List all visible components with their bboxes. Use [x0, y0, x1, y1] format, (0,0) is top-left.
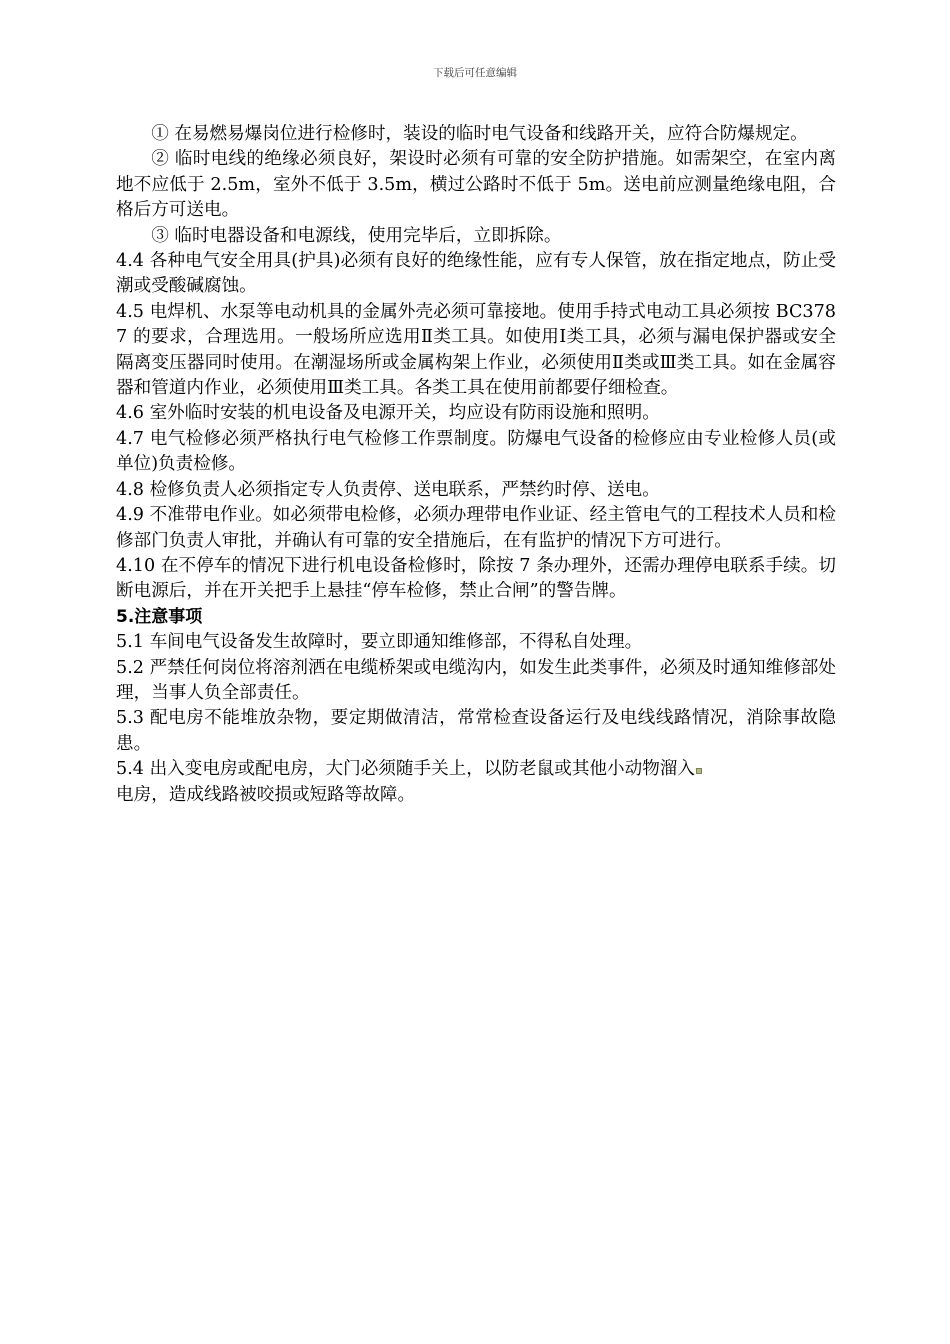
paragraph-5-1: 5.1 车间电气设备发生故障时，要立即通知维修部，不得私自处理。	[116, 632, 643, 653]
paragraph-4-4: 4.4 各种电气安全用具(护具)必须有良好的绝缘性能，应有专人保管，放在指定地点，防止受潮或受酸碱腐蚀。	[116, 251, 836, 297]
paragraph-item-1: ① 在易燃易爆岗位进行检修时，装设的临时电气设备和线路开关，应符合防爆规定。	[151, 124, 808, 144]
text-anchor-marker-icon	[696, 768, 702, 774]
paragraph-continuation: 电房，造成线路被咬损或短路等故障。	[116, 784, 416, 805]
paragraph-5-4	[116, 757, 836, 782]
paragraph-item-2: ② 临时电线的绝缘必须良好，架设时必须有可靠的安全防护措施。如需架空，在室内离地不应低于 2.5m，室外不低于 3.5m，横过公路时不低于 5m。送电前应测量绝缘电阻，合格后方可送电。	[116, 149, 836, 221]
paragraph-4-5: 4.5 电焊机、水泵等电动机具的金属外壳必须可靠接地。使用手持式电动工具必须按 BC3787 的要求，合理选用。一般场所应选用Ⅱ类工具。如使用Ⅰ类工具，必须与漏电保护器或安全隔离变压器同时使用。在潮湿场所或金属构架上作业，必须使用Ⅱ类或Ⅲ类工具。如在金属容器和管道内作业，必须使用Ⅲ类工具。各类工具在使用前都要仔细检查。	[116, 301, 836, 399]
paragraph-5-3: 5.3 配电房不能堆放杂物，要定期做清洁，常常检查设备运行及电线线路情况，消除事故隐患。	[116, 708, 836, 754]
paragraph-5-4-text: 5.4 出入变电房或配电房，大门必须随手关上，以防老鼠或其他小动物溜入	[116, 759, 695, 780]
section-heading-5: 5.注意事项	[116, 606, 203, 627]
paragraph-4-6: 4.6 室外临时安装的机电设备及电源开关，均应设有防雨设施和照明。	[116, 403, 660, 424]
paragraph-4-9: 4.9 不准带电作业。如必须带电检修，必须办理带电作业证、经主管电气的工程技术人员和检修部门负责人审批，并确认有可靠的安全措施后，在有监护的情况下方可进行。	[116, 505, 836, 551]
page-header: 下载后可任意编辑	[433, 67, 517, 79]
paragraph-4-7: 4.7 电气检修必须严格执行电气检修工作票制度。防爆电气设备的检修应由专业检修人员(或单位)负责检修。	[116, 428, 836, 475]
paragraph-5-2: 5.2 严禁任何岗位将溶剂洒在电缆桥架或电缆沟内，如发生此类事件，必须及时通知维修部处理，当事人负全部责任。	[116, 657, 836, 703]
paragraph-item-3: ③ 临时电器设备和电源线，使用完毕后，立即拆除。	[151, 225, 562, 246]
document-body	[116, 122, 836, 808]
paragraph-4-10: 4.10 在不停车的情况下进行机电设备检修时，除按 7 条办理外，还需办理停电联系手续。切断电源后，并在开关把手上悬挂“停车检修，禁止合闸”的警告牌。	[116, 555, 836, 602]
paragraph-4-8: 4.8 检修负责人必须指定专人负责停、送电联系，严禁约时停、送电。	[116, 479, 660, 500]
